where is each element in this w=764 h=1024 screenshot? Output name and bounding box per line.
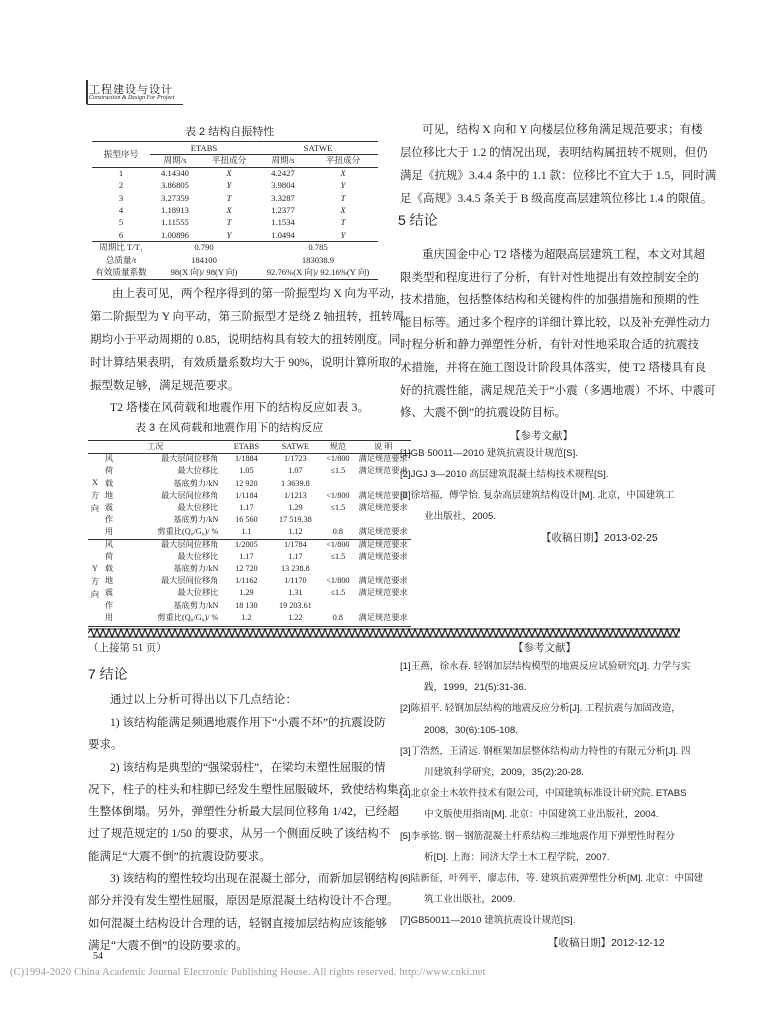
right-ref-line: [2]JGJ 3—2010 高层建筑混凝土结构技术规程[S]. bbox=[400, 469, 609, 480]
table2-component-a: T bbox=[226, 192, 232, 203]
table3-y-satwe: 1/1170 bbox=[284, 576, 307, 586]
table2-bottom-rule bbox=[92, 279, 378, 280]
left-para-1-line: 时计算结果表明，有效质量系数均大于 90%，说明计算所取的 bbox=[90, 357, 402, 369]
table3-x-etabs: 1.1 bbox=[241, 527, 252, 537]
table3 bbox=[88, 441, 411, 624]
right-conclusion-line: 好的抗震性能，满足规范关于“小震（多遇地震）不坏、中震可 bbox=[400, 384, 716, 397]
table3-y-etabs: 12 720 bbox=[235, 564, 258, 574]
table3-y-note bbox=[355, 600, 411, 612]
table3-y-code: <1/800 bbox=[326, 576, 350, 586]
table3-row bbox=[88, 563, 411, 575]
table2-mode: 3 bbox=[118, 192, 124, 203]
table2-period-b: 3.9804 bbox=[271, 180, 295, 191]
table3-x-item: 基底剪力/kN bbox=[173, 515, 219, 525]
table3-y-etabs: 1.2 bbox=[241, 612, 252, 622]
right-conclusion-line: 限类型和程度进行了分析，有针对性地提出有效控制安全的 bbox=[400, 271, 699, 284]
table2-period-a: 1.11555 bbox=[161, 217, 189, 228]
table2-component-b: Y bbox=[340, 180, 346, 191]
table3-row bbox=[88, 502, 411, 514]
table2-component-a: Y bbox=[226, 229, 232, 240]
table3-row bbox=[88, 514, 411, 526]
table2-component-b: X bbox=[340, 167, 346, 178]
table3-x-etabs: 1.17 bbox=[239, 503, 254, 513]
table3-x-item: 最大位移比 bbox=[177, 466, 219, 476]
table3-y-etabs: 1/2005 bbox=[235, 539, 258, 549]
table2-component-header-a: 平扭成分 bbox=[211, 155, 247, 166]
table3-x-quake-char: 作 bbox=[104, 515, 114, 525]
table2-period-header-a: 周期/s bbox=[163, 155, 187, 166]
table3-x-satwe: 17 519.38 bbox=[279, 515, 312, 525]
table2-sub-rule bbox=[92, 241, 378, 242]
lower-refs bbox=[400, 656, 704, 932]
lower-ref-line: [2]陈招平. 轻钢加层结构的地震反应分析[J]. 工程抗震与加固改造， bbox=[400, 703, 681, 715]
table3-row bbox=[88, 551, 411, 563]
header-rule bbox=[87, 104, 183, 105]
table3-x-note: 满足规范要求 bbox=[358, 503, 408, 513]
table2-eff-a: 98(X 向)/ 98(Y 向) bbox=[170, 267, 238, 278]
journal-subtitle: Construction & Design For Project bbox=[89, 95, 175, 101]
table3-x-code: <1/800 bbox=[326, 490, 350, 500]
table3-y-code bbox=[320, 563, 355, 575]
table3-x-code: ≤1.5 bbox=[330, 503, 346, 513]
table3-x-quake-char: 地 bbox=[104, 490, 114, 500]
table3-y-satwe: 1/1784 bbox=[284, 539, 307, 549]
right-para-line: 满足《抗规》3.4.4 条中的 1.1 款：位移比不宜大于 1.5，同时满 bbox=[400, 170, 717, 182]
table3-x-etabs: 1/1184 bbox=[235, 490, 258, 500]
table3-x-direction-char: 方 bbox=[90, 491, 100, 501]
right-refs-title: 【参考文献】 bbox=[510, 430, 573, 442]
right-para-line: 足《高规》3.4.5 条关于 B 级高度高层建筑位移比 1.4 的限值。 bbox=[400, 193, 713, 205]
table3-y-satwe: 1.31 bbox=[288, 588, 303, 598]
table2-row bbox=[92, 216, 378, 228]
lower-para-line: 生整体倒塌。另外，弹塑性分析最大层间位移角 1/42，已经超 bbox=[88, 806, 399, 819]
table3-bottom-rule bbox=[88, 626, 411, 627]
table2-component-a: Y bbox=[226, 180, 232, 191]
left-para-1-line: 期均小于平动周期的 0.85，说明结构具有较大的扭转刚度。同 bbox=[90, 334, 401, 346]
table2-eff-label: 有效质量系数 bbox=[95, 267, 147, 278]
right-conclusion-line: 技术措施，包括整体结构和关键构件的加强措施和预期的性 bbox=[400, 294, 699, 307]
table3-code-header: 规范 bbox=[329, 442, 347, 451]
table3-row bbox=[88, 587, 411, 599]
table2-mode-header: 振型序号 bbox=[103, 149, 139, 160]
table3-y-direction-char: 方 bbox=[90, 576, 100, 586]
table3-mid-rule bbox=[88, 539, 411, 540]
table3-row bbox=[88, 539, 411, 551]
table2-program-a: ETABS bbox=[190, 143, 218, 153]
table3-satwe-header: SATWE bbox=[281, 442, 310, 451]
table2-row bbox=[92, 179, 378, 191]
lower-ref-line: [4]北京金土木软件技术有限公司，中国建筑标准设计研究院. ETABS bbox=[400, 788, 687, 800]
table3-y-direction-char: 向 bbox=[90, 589, 100, 599]
table2-program-b: SATWE bbox=[303, 143, 333, 153]
continued-note: （上接第 51 页） bbox=[88, 643, 167, 654]
table3-x-direction-char: 向 bbox=[90, 504, 100, 514]
table2-mode: 1 bbox=[118, 167, 124, 178]
divider-zigzag bbox=[88, 629, 680, 637]
table3-y-item: 剪重比(Q₀/G₀)/ % bbox=[157, 612, 219, 622]
lower-para-line: 况下，柱子的柱头和柱脚已经发生塑性屈服破坏，致使结构集产 bbox=[88, 783, 410, 796]
table2-period-a: 1.00896 bbox=[161, 229, 189, 240]
table3-caption: 表 3 在风荷载和地震作用下的结构反应 bbox=[135, 422, 324, 434]
table3-row bbox=[88, 465, 411, 477]
right-conclusion-line: 修、大震不倒”的抗震设防目标。 bbox=[400, 407, 567, 420]
right-para-line: 可见，结构 X 向和 Y 向楼层位移角满足规范要求；有楼 bbox=[422, 124, 703, 136]
table3-y-code: ≤1.5 bbox=[330, 551, 346, 561]
left-para-1-line: 第二阶振型为 Y 向平动，第三阶振型才是绕 Z 轴扭转，扭转周 bbox=[90, 311, 404, 323]
table3-y-satwe: 19 203.61 bbox=[279, 600, 312, 610]
table2-eff-b: 92.76%(X 向)/ 92.16%(Y 向) bbox=[266, 267, 370, 278]
table3-row bbox=[88, 478, 411, 490]
lower-para-line: 能满足“大震不倒”的抗震设防要求。 bbox=[88, 850, 271, 863]
table3-y-quake-label bbox=[102, 575, 116, 624]
lower-ref-line: 2008，30(6):105-108. bbox=[424, 724, 518, 736]
right-ref-line: [3]徐培福，傅学怡. 复杂高层建筑结构设计[M]. 北京，中国建筑工 bbox=[400, 490, 675, 501]
lower-paras bbox=[88, 712, 410, 957]
lower-ref-line: 川建筑科学研究，2009，35(2):20-28. bbox=[424, 767, 584, 779]
table3-x-satwe: 1/1723 bbox=[284, 454, 307, 464]
table3-x-wind-char: 荷 bbox=[104, 466, 114, 476]
table3-case-header: 工况 bbox=[146, 442, 164, 451]
table3-x-item: 最大层间位移角 bbox=[161, 490, 219, 500]
table3-row bbox=[88, 575, 411, 587]
table3-head-rule bbox=[88, 453, 411, 454]
table2-mid-rule bbox=[92, 167, 378, 168]
lower-para-line: 2) 该结构是典型的“强梁弱柱”，在梁均未塑性屈服的情 bbox=[110, 761, 386, 774]
table2-row bbox=[92, 204, 378, 216]
table2-component-b: Y bbox=[340, 229, 346, 240]
right-conclusion bbox=[400, 244, 716, 425]
table3-x-item: 最大层间位移角 bbox=[161, 454, 219, 464]
left-para-1-line: 由上表可见，两个程序得到的第一阶振型均 X 向为平动， bbox=[112, 288, 403, 300]
right-ref-line: 业出版社，2005. bbox=[424, 511, 496, 522]
table3-y-note: 满足规范要求 bbox=[358, 588, 408, 598]
table3-y-code: <1/800 bbox=[326, 539, 350, 549]
table2-period-a: 1.18913 bbox=[161, 205, 189, 216]
lower-para-line: 过了规范规定的 1/50 的要求，从另一个侧面反映了该结构不 bbox=[88, 828, 391, 841]
table3-y-etabs: 1.29 bbox=[239, 588, 254, 598]
lower-ref-line: [1]王燕，徐永春. 轻钢加层结构模型的地震反应试验研究[J]. 力学与实 bbox=[400, 661, 691, 672]
table3-x-etabs: 16 560 bbox=[235, 515, 258, 525]
lower-para-line: 3) 该结构的塑性较均出现在混凝土部分，而新加层钢结构 bbox=[110, 873, 399, 886]
table3-x-item: 剪重比(Q₀/G₀)/ % bbox=[157, 527, 219, 537]
right-conclusion-line: 能目标等。通过多个程序的详细计算比较，以及补充弹性动力 bbox=[400, 316, 711, 329]
table2-ratio-b: 0.785 bbox=[308, 242, 328, 253]
table2-row bbox=[92, 167, 378, 179]
table3-x-satwe: 1/1213 bbox=[284, 490, 307, 500]
table2-component-b: T bbox=[340, 217, 346, 228]
table3-row bbox=[88, 526, 411, 538]
table3-x-wind-char: 载 bbox=[104, 478, 114, 488]
table3-x-satwe: 1.12 bbox=[288, 527, 303, 537]
right-section-title: 5 结论 bbox=[398, 212, 438, 228]
left-para-1 bbox=[90, 283, 404, 398]
lower-para-line: 要求。 bbox=[88, 739, 123, 752]
table3-y-wind-label bbox=[102, 539, 116, 576]
table3-x-note: 满足规范要求 bbox=[358, 527, 408, 537]
table3-y-etabs: 1/1162 bbox=[235, 576, 258, 586]
right-conclusion-line: 时程分析和静力弹塑性分析，有针对性地采取合适的抗震技 bbox=[400, 339, 699, 352]
table3-x-satwe: 1.07 bbox=[288, 466, 303, 476]
table3-note-header: 说 明 bbox=[373, 442, 393, 451]
lower-para-line: 1) 该结构能满足频遇地震作用下“小震不坏”的抗震设防 bbox=[110, 717, 386, 729]
lower-ref-line: [3]丁浩然，王清远. 钢框架加层整体结构动力特性的有限元分析[J]. 四 bbox=[400, 745, 691, 757]
table2-period-b: 1.1534 bbox=[271, 217, 295, 228]
table3-y-code: ≤1.5 bbox=[330, 588, 346, 598]
lower-intro: 通过以上分析可得出以下几点结论： bbox=[110, 694, 298, 706]
table3-y-item: 基底剪力/kN bbox=[173, 564, 219, 574]
table3-y-quake-char: 作 bbox=[104, 600, 114, 610]
right-conclusion-line: 重庆国金中心 T2 塔楼为超限高层建筑工程，本文对其超 bbox=[422, 249, 706, 261]
table3-y-note: 满足规范要求 bbox=[358, 551, 408, 561]
table3-y-wind-char: 荷 bbox=[104, 551, 114, 561]
table3-x-note: 满足规范要求 bbox=[358, 466, 408, 476]
table3-x-direction bbox=[88, 453, 102, 538]
table3-y-wind-char: 风 bbox=[104, 539, 114, 549]
table2-mode: 5 bbox=[118, 217, 124, 228]
table3-x-code: <1/800 bbox=[326, 454, 350, 464]
table3-x-note: 满足规范要求 bbox=[358, 490, 408, 500]
table3-y-etabs: 18 130 bbox=[235, 600, 258, 610]
table2-period-header-b: 周期/s bbox=[271, 155, 295, 166]
table3-row bbox=[88, 612, 411, 624]
table3-x-code: ≤1.5 bbox=[330, 466, 346, 476]
right-para bbox=[400, 119, 717, 211]
table2-component-a: T bbox=[226, 217, 232, 228]
lower-received: 【收稿日期】2012-12-12 bbox=[548, 937, 665, 949]
lower-para-line: 满足“大震不倒”的设防要求的。 bbox=[88, 939, 248, 952]
table3-y-note: 满足规范要求 bbox=[358, 539, 408, 549]
table3-x-etabs: 1.05 bbox=[239, 466, 254, 476]
lower-section-title: 7 结论 bbox=[88, 666, 128, 682]
table2-component-a: X bbox=[226, 167, 232, 178]
table3-y-satwe: 13 238.8 bbox=[281, 564, 310, 574]
table2-mass-a: 184100 bbox=[191, 254, 217, 265]
copyright-line: (C)1994-2020 China Academic Journal Electronic Publishing House. All rights reserved. http://www.cnki.net bbox=[10, 967, 486, 978]
table3-y-code bbox=[320, 600, 355, 612]
table3-y-direction bbox=[88, 539, 102, 624]
table2-period-a: 4.14340 bbox=[161, 167, 189, 178]
table3-row bbox=[88, 453, 411, 465]
table3-y-item: 最大层间位移角 bbox=[161, 576, 219, 586]
table3-y-direction-char: Y bbox=[92, 563, 98, 573]
right-ref-line: [1]GB 50011—2010 建筑抗震设计规范[S]. bbox=[400, 448, 578, 459]
table3-x-note: 满足规范要求 bbox=[358, 454, 408, 464]
table2-mode: 6 bbox=[118, 229, 124, 240]
table2-header-rule bbox=[150, 154, 378, 155]
table3-x-code bbox=[320, 514, 355, 526]
table3-y-satwe: 1.22 bbox=[288, 612, 303, 622]
lower-ref-line: [7]GB50011—2010 建筑抗震设计规范[S]. bbox=[400, 915, 576, 927]
table2-mode: 4 bbox=[118, 205, 124, 216]
lower-ref-line: [5]李承铭. 钢－钢筋混凝土杆系结构三维地震作用下弹塑性时程分 bbox=[400, 830, 676, 842]
right-para-line: 层位移比大于 1.2 的情况出现，表明结构属扭转不规则，但仍 bbox=[400, 147, 708, 159]
table3-x-code: 0.8 bbox=[332, 527, 343, 537]
table3-y-item: 最大位移比 bbox=[177, 551, 219, 561]
table2-period-a: 3.86805 bbox=[161, 180, 189, 191]
table2-row bbox=[92, 192, 378, 204]
right-received: 【收稿日期】2013-02-25 bbox=[541, 532, 658, 544]
table3-x-item: 最大位移比 bbox=[177, 503, 219, 513]
lower-refs-title: 【参考文献】 bbox=[513, 642, 576, 654]
table2-mode: 2 bbox=[118, 180, 124, 191]
table2-ratio-a: 0.790 bbox=[194, 242, 214, 253]
table3-y-item: 基底剪力/kN bbox=[173, 600, 219, 610]
table3-row bbox=[88, 490, 411, 502]
table3-y-code: 0.8 bbox=[332, 612, 343, 622]
table3-x-quake-char: 震 bbox=[104, 503, 114, 513]
page-number: 54 bbox=[93, 951, 103, 962]
table3-x-quake-char: 用 bbox=[104, 527, 114, 537]
table2 bbox=[92, 142, 378, 278]
table3-x-code bbox=[320, 478, 355, 490]
right-conclusion-line: 术措施，并将在施工图设计阶段具体落实，使 T2 塔楼具有良 bbox=[400, 361, 707, 374]
lower-ref-line: 筑工业出版社，2009. bbox=[424, 894, 516, 906]
table2-ratio-label: 周期比 T/T₁ bbox=[99, 242, 143, 253]
table3-x-item: 基底剪力/kN bbox=[173, 478, 219, 488]
table2-component-b: T bbox=[340, 192, 346, 203]
table2-component-b: X bbox=[340, 205, 346, 216]
table3-y-note bbox=[355, 563, 411, 575]
table3-etabs-header: ETABS bbox=[233, 442, 260, 451]
journal-title: 工程建设与设计 bbox=[89, 84, 173, 96]
lower-para-line: 部分并没有发生塑性屈服，原因是原混凝土结构设计不合理。 bbox=[88, 895, 399, 908]
table2-caption: 表 2 结构自振特性 bbox=[185, 126, 275, 138]
lower-ref-line: 析[D]. 上海：同济大学土木工程学院，2007. bbox=[424, 851, 610, 863]
table3-y-note: 满足规范要求 bbox=[358, 576, 408, 586]
table3-y-item: 最大位移比 bbox=[177, 588, 219, 598]
table3-x-wind-char: 风 bbox=[104, 454, 114, 464]
table3-y-etabs: 1.17 bbox=[239, 551, 254, 561]
table3-x-wind-label bbox=[102, 453, 116, 490]
section-divider bbox=[88, 628, 680, 638]
header-bar bbox=[86, 80, 88, 104]
table2-component-header-b: 平扭成分 bbox=[325, 155, 361, 166]
left-para-1-line: 振型数足够，满足规范要求。 bbox=[90, 380, 240, 392]
table3-x-direction-char: X bbox=[92, 478, 98, 488]
table2-period-b: 1.2377 bbox=[271, 205, 295, 216]
table3-y-note: 满足规范要求 bbox=[358, 612, 408, 622]
table3-x-etabs: 12 920 bbox=[235, 478, 258, 488]
lower-ref-line: [6]陆新征，叶列平，廖志伟，等. 建筑抗震弹塑性分析[M]. 北京：中国建 bbox=[400, 873, 704, 885]
table2-mass-b: 183038.9 bbox=[301, 254, 335, 265]
table2-row bbox=[92, 229, 378, 241]
table3-y-quake-char: 用 bbox=[104, 612, 114, 622]
table2-period-b: 1.0494 bbox=[271, 229, 295, 240]
table3-x-etabs: 1/1884 bbox=[235, 454, 258, 464]
table3-x-satwe: 1.29 bbox=[288, 503, 303, 513]
table2-period-b: 3.3287 bbox=[271, 192, 295, 203]
table3-y-item: 最大层间位移角 bbox=[161, 539, 219, 549]
table2-period-a: 3.27359 bbox=[161, 192, 189, 203]
table2-period-b: 4.2427 bbox=[271, 167, 295, 178]
lower-para-line: 如何混凝土结构设计合理的话，轻钢直接加层结构应该能够 bbox=[88, 917, 387, 930]
table3-y-quake-char: 震 bbox=[104, 588, 114, 598]
table3-y-quake-char: 地 bbox=[104, 576, 114, 586]
lower-ref-line: 中文版使用指南[M]. 北京：中国建筑工业出版社，2004. bbox=[424, 809, 659, 821]
table2-component-a: X bbox=[226, 205, 232, 216]
table3-x-satwe: 1 3639.8 bbox=[281, 478, 310, 488]
right-refs bbox=[400, 443, 700, 527]
table2-mass-label: 总质量/t bbox=[105, 254, 137, 265]
left-para-2: T2 塔楼在风荷载和地震作用下的结构反应如表 3。 bbox=[110, 402, 370, 414]
table3-y-satwe: 1.17 bbox=[288, 551, 303, 561]
lower-ref-line: 践，1999，21(5):31-36. bbox=[424, 682, 527, 694]
table3-row bbox=[88, 600, 411, 612]
table3-y-wind-char: 载 bbox=[104, 564, 114, 574]
table3-x-quake-label bbox=[102, 490, 116, 539]
